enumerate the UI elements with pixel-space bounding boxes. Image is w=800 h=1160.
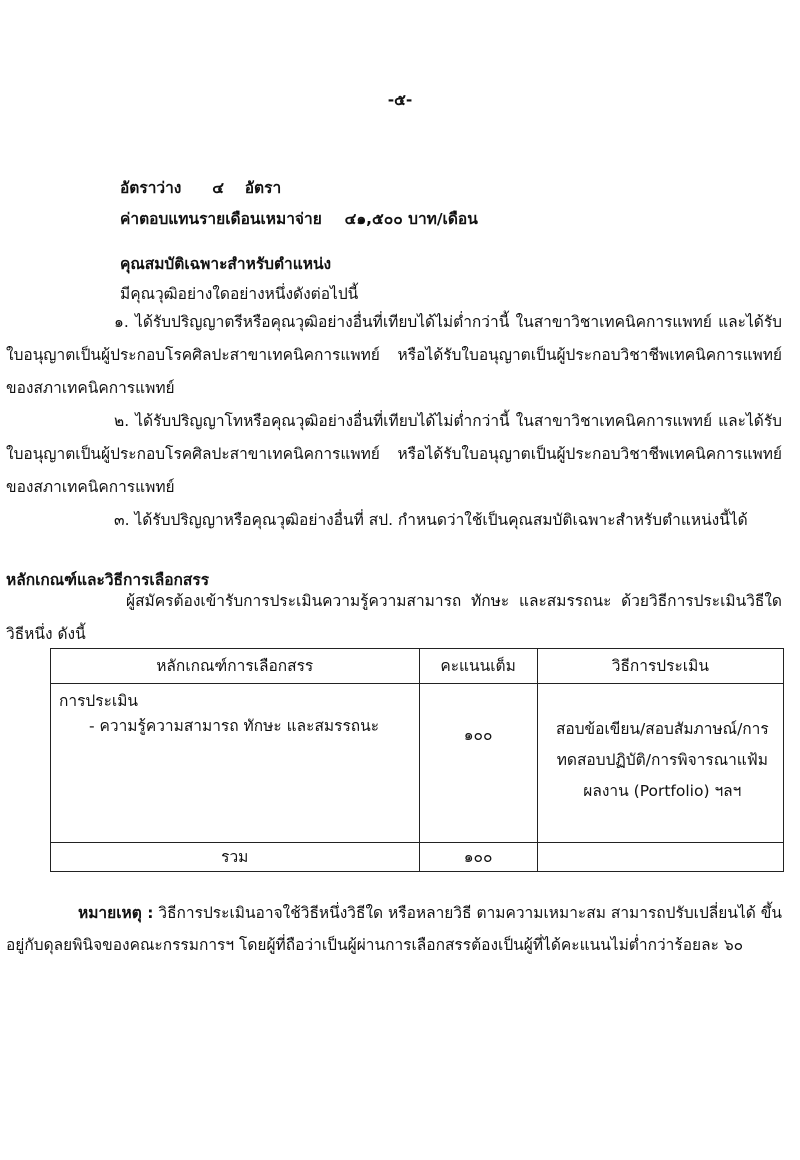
table-total-row: [51, 843, 784, 872]
note-text: วิธีการประเมินอาจใช้วิธีหนึ่งวิธีใด หรือหลายวิธี ตามความเหมาะสม สามารถปรับเปลี่ยนได้ ขึ้นอยู่กับดุลยพินิจของคณะกรรมการฯ โดยผู้ที่ถือว่าเป็นผู้ผ่านการเลือกสรรต้องเป็นผู้ที่ได้คะแนนไม่ต่ำกว่าร้อยละ ๖๐: [6, 904, 782, 954]
qualifications-heading: คุณสมบัติเฉพาะสำหรับตำแหน่ง: [120, 255, 332, 273]
salary-label: ค่าตอบแทนรายเดือนเหมาจ่าย: [120, 210, 322, 228]
total-label: รวม: [51, 843, 420, 872]
table-row: [51, 684, 784, 843]
salary-amount: ๔๑,๕๐๐ บาท/เดือน: [344, 210, 478, 228]
qualification-item-1: ๑. ได้รับปริญญาตรีหรือคุณวุฒิอย่างอื่นที่เทียบได้ไม่ต่ำกว่านี้ ในสาขาวิชาเทคนิคการแพทย์ และได้รับใบอนุญาตเป็นผู้ประกอบโรคศิลปะสาขาเทคนิคการแพทย์ หรือได้รับใบอนุญาตเป็นผู้ประกอบวิชาชีพเทคนิคการแพทย์ของสภาเทคนิคการแพทย์: [6, 313, 782, 397]
header-criteria: หลักเกณฑ์การเลือกสรร: [51, 649, 420, 684]
page-number: -๕-: [387, 91, 413, 109]
criterion-title: การประเมิน: [59, 692, 139, 710]
note-label: หมายเหตุ :: [78, 904, 154, 922]
selection-intro: ผู้สมัครต้องเข้ารับการประเมินความรู้ความสามารถ ทักษะ และสมรรถนะ ด้วยวิธีการประเมินวิธีใดวิธีหนึ่ง ดังนี้: [6, 592, 782, 643]
method-value: สอบข้อเขียน/สอบสัมภาษณ์/การทดสอบปฏิบัติ/การพิจารณาแฟ้มผลงาน (Portfolio) ฯลฯ: [555, 720, 769, 800]
vacancy-line: [120, 178, 281, 198]
total-score: ๑๐๐: [419, 843, 537, 872]
score-cell: [419, 684, 537, 843]
header-full-score: คะแนนเต็ม: [419, 649, 537, 684]
salary-line: [120, 209, 478, 229]
selection-criteria-table: [50, 648, 784, 872]
criterion-cell: [51, 684, 420, 843]
vacancy-unit: อัตรา: [244, 179, 282, 197]
criterion-item: - ความรู้ความสามารถ ทักษะ และสมรรถนะ: [89, 717, 380, 735]
method-cell: [537, 684, 783, 843]
table-header-row: [51, 649, 784, 684]
total-empty-cell: [537, 843, 783, 872]
header-method: วิธีการประเมิน: [537, 649, 783, 684]
vacancy-count: ๔: [212, 179, 224, 197]
note-paragraph: [6, 897, 782, 961]
score-value: ๑๐๐: [463, 726, 493, 744]
qualification-item-2: ๒. ได้รับปริญญาโทหรือคุณวุฒิอย่างอื่นที่เทียบได้ไม่ต่ำกว่านี้ ในสาขาวิชาเทคนิคการแพทย์ และได้รับใบอนุญาตเป็นผู้ประกอบโรคศิลปะสาขาเทคนิคการแพทย์ หรือได้รับใบอนุญาตเป็นผู้ประกอบวิชาชีพเทคนิคการแพทย์ของสภาเทคนิคการแพทย์: [6, 412, 782, 496]
qualifications-intro: มีคุณวุฒิอย่างใดอย่างหนึ่งดังต่อไปนี้: [120, 285, 359, 303]
qualification-item-3: ๓. ได้รับปริญญาหรือคุณวุฒิอย่างอื่นที่ สป. กำหนดว่าใช้เป็นคุณสมบัติเฉพาะสำหรับตำแหน่งนี้ได้: [114, 511, 748, 529]
vacancy-label: อัตราว่าง: [120, 179, 182, 197]
selection-heading: หลักเกณฑ์และวิธีการเลือกสรร: [6, 571, 210, 589]
